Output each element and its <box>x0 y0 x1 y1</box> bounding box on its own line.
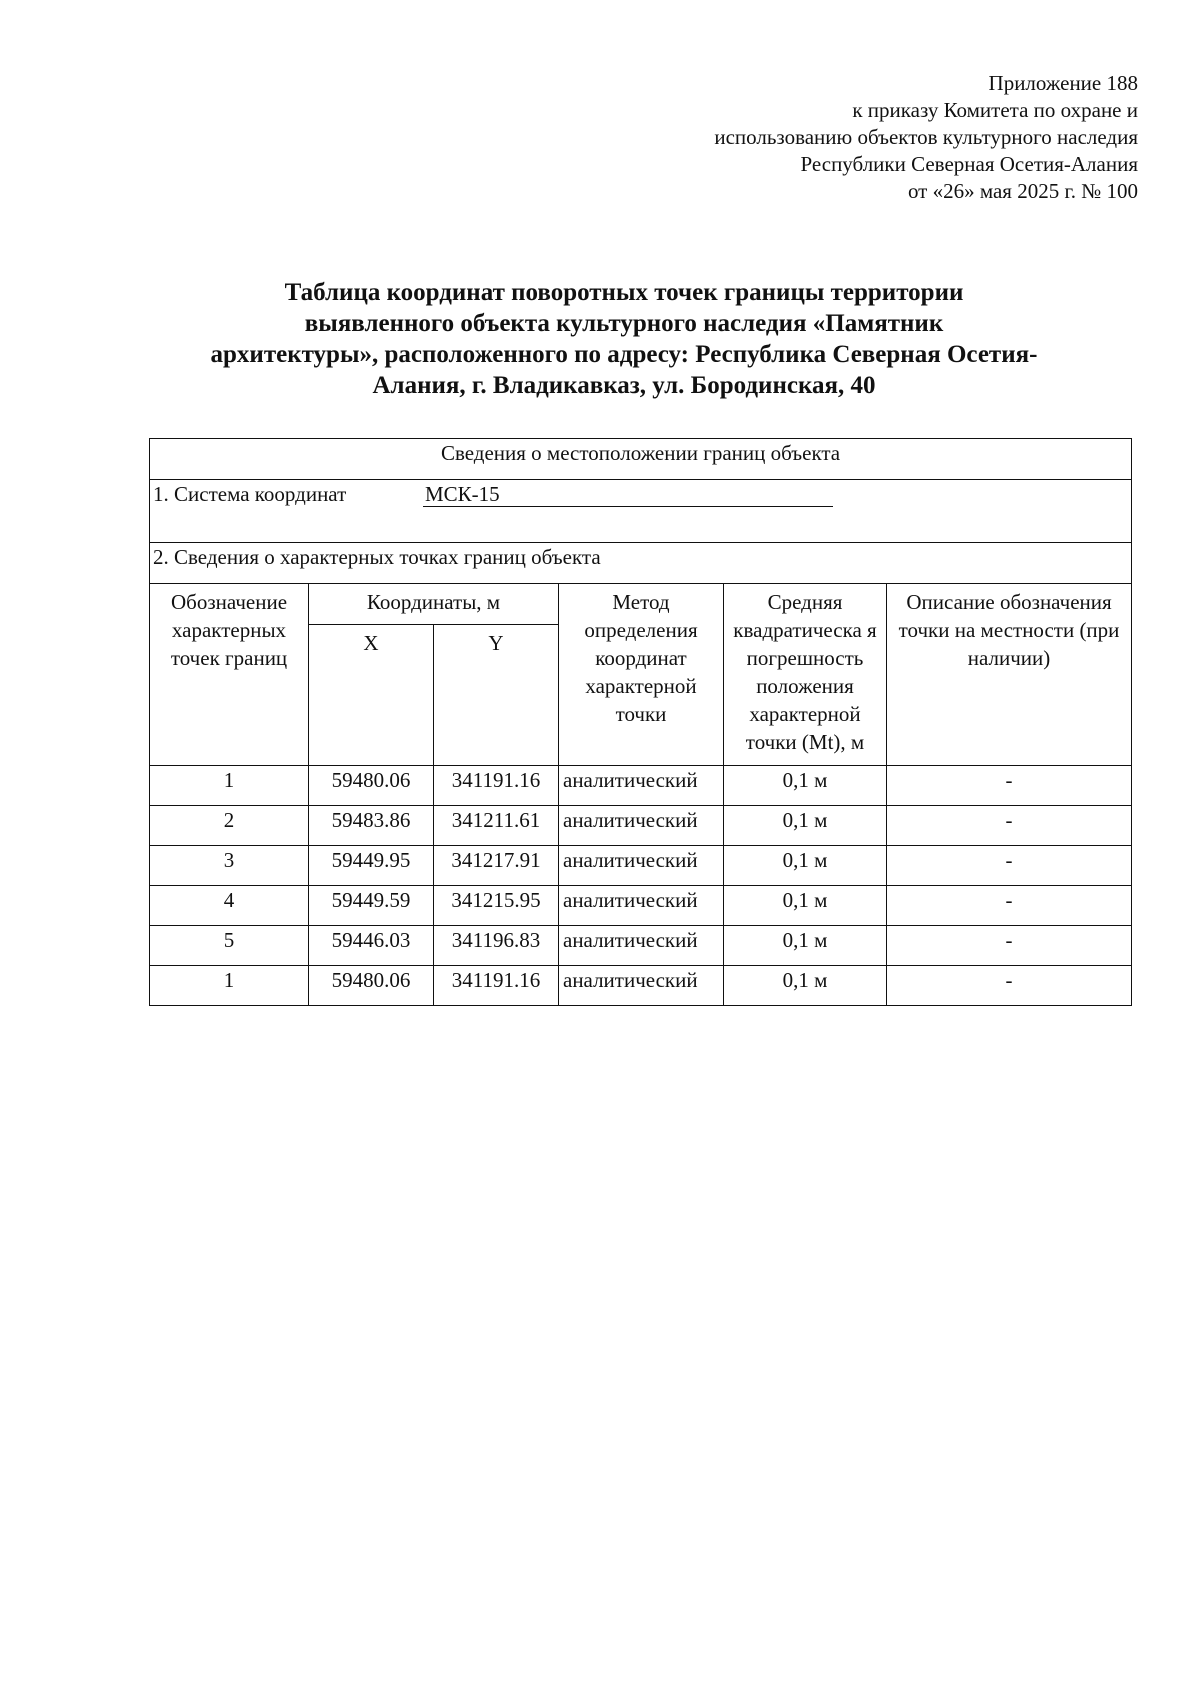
title-line: Таблица координат поворотных точек границы территории <box>284 279 964 306</box>
coordinate-system-value: МСК-15 <box>423 482 833 507</box>
method: аналитический <box>559 966 724 1006</box>
point-number: 5 <box>150 926 309 966</box>
column-header-designation: Обозначение характерных точек границ <box>150 584 309 766</box>
table-row <box>150 806 1132 846</box>
column-header-description: Описание обозначения точки на местности (при наличии) <box>887 584 1132 766</box>
y-coordinate: 341191.16 <box>434 766 559 806</box>
coordinate-system-row <box>150 480 1132 543</box>
title-line: Алания, г. Владикавказ, ул. Бородинская, 40 <box>372 372 876 399</box>
error: 0,1 м <box>724 926 887 966</box>
column-header-error: Средняя квадратическа я погрешность положения характерной точки (Mt), м <box>724 584 887 766</box>
method: аналитический <box>559 886 724 926</box>
y-coordinate: 341217.91 <box>434 846 559 886</box>
x-coordinate: 59446.03 <box>309 926 434 966</box>
points-header-row <box>150 543 1132 584</box>
title-line: архитектуры», расположенного по адресу: Республика Северная Осетия- <box>210 341 1038 368</box>
column-header-method: Метод определения координат характерной точки <box>559 584 724 766</box>
error: 0,1 м <box>724 886 887 926</box>
method: аналитический <box>559 766 724 806</box>
method: аналитический <box>559 926 724 966</box>
y-coordinate: 341215.95 <box>434 886 559 926</box>
column-header-row <box>150 584 1132 625</box>
description: - <box>887 966 1132 1006</box>
points-header: 2. Сведения о характерных точках границ объекта <box>150 543 1132 584</box>
y-coordinate: 341211.61 <box>434 806 559 846</box>
point-number: 3 <box>150 846 309 886</box>
description: - <box>887 846 1132 886</box>
coordinates-table <box>149 438 1132 1006</box>
appendix-line: использованию объектов культурного наследия <box>714 125 1138 149</box>
error: 0,1 м <box>724 766 887 806</box>
point-number: 4 <box>150 886 309 926</box>
appendix-header <box>518 70 1138 205</box>
section-header: Сведения о местоположении границ объекта <box>150 439 1132 480</box>
section-header-row <box>150 439 1132 480</box>
appendix-line: Республики Северная Осетия-Алания <box>800 152 1138 176</box>
x-coordinate: 59480.06 <box>309 766 434 806</box>
description: - <box>887 806 1132 846</box>
x-coordinate: 59449.59 <box>309 886 434 926</box>
y-coordinate: 341191.16 <box>434 966 559 1006</box>
x-coordinate: 59483.86 <box>309 806 434 846</box>
coordinate-system-cell <box>150 480 1132 543</box>
description: - <box>887 766 1132 806</box>
table-row <box>150 846 1132 886</box>
title-line: выявленного объекта культурного наследия «Памятник <box>304 310 944 337</box>
table-row <box>150 966 1132 1006</box>
table-row <box>150 886 1132 926</box>
point-number: 1 <box>150 966 309 1006</box>
appendix-line: к приказу Комитета по охране и <box>852 98 1138 122</box>
point-number: 1 <box>150 766 309 806</box>
method: аналитический <box>559 806 724 846</box>
point-number: 2 <box>150 806 309 846</box>
y-coordinate: 341196.83 <box>434 926 559 966</box>
document-title <box>150 277 1098 401</box>
description: - <box>887 926 1132 966</box>
x-coordinate: 59449.95 <box>309 846 434 886</box>
appendix-line: Приложение 188 <box>988 71 1138 95</box>
appendix-line: от «26» мая 2025 г. № 100 <box>907 179 1138 203</box>
column-header-coordinates: Координаты, м <box>309 584 559 625</box>
coordinate-system-label: 1. Система координат <box>153 482 347 506</box>
column-header-x: X <box>309 625 434 766</box>
method: аналитический <box>559 846 724 886</box>
table-row <box>150 926 1132 966</box>
description: - <box>887 886 1132 926</box>
error: 0,1 м <box>724 846 887 886</box>
error: 0,1 м <box>724 806 887 846</box>
error: 0,1 м <box>724 966 887 1006</box>
table-row <box>150 766 1132 806</box>
column-header-y: Y <box>434 625 559 766</box>
x-coordinate: 59480.06 <box>309 966 434 1006</box>
